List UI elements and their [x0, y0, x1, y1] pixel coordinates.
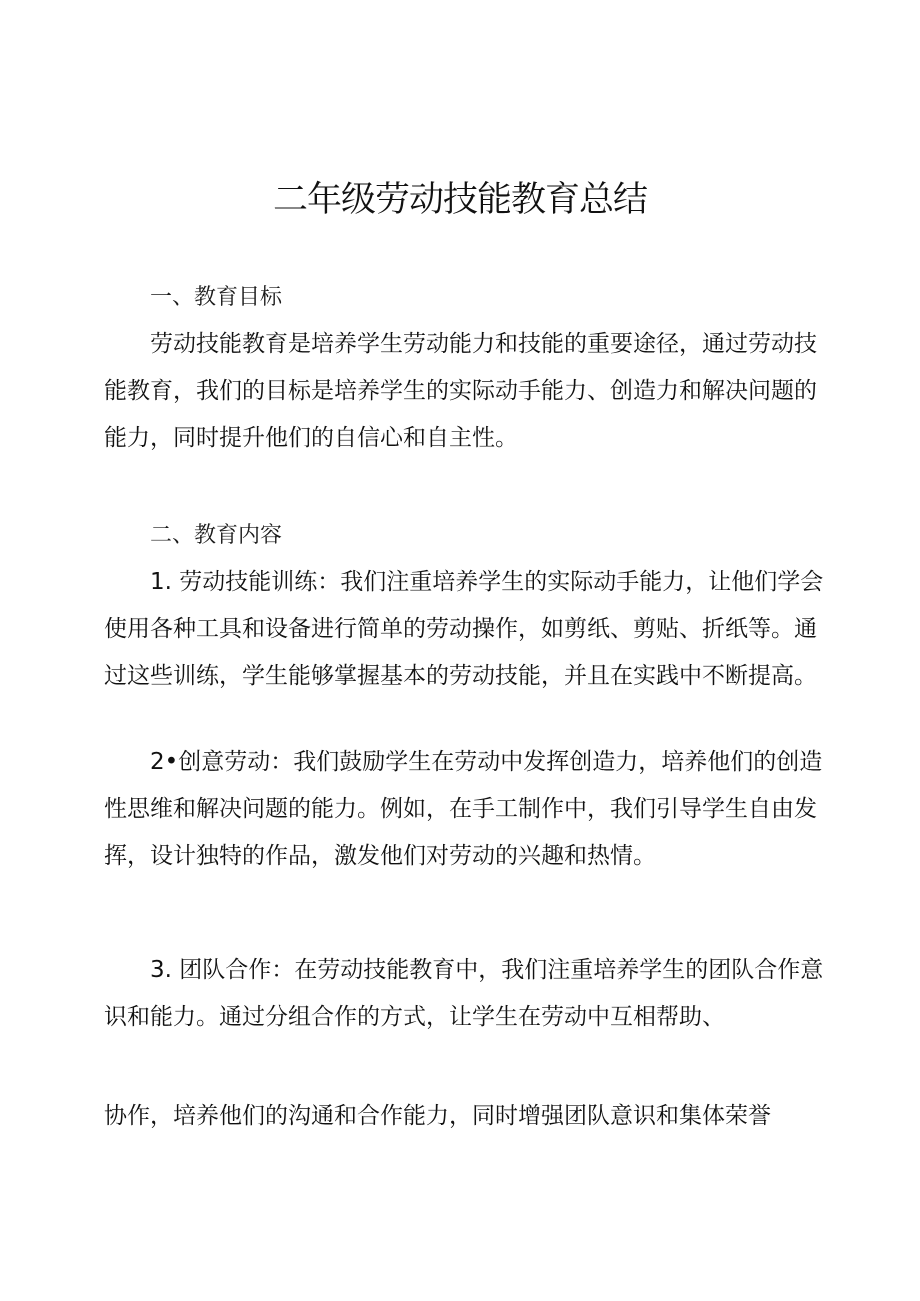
section-heading-content: 二、教育内容 — [150, 523, 283, 548]
list-item-teamwork: 3. 团队合作：在劳动技能教育中，我们注重培养学生的团队合作意识和能力。通过分组合作的方式，让学生在劳动中互相帮助、 — [104, 957, 824, 1030]
list-item-creative-labor: 2•创意劳动：我们鼓励学生在劳动中发挥创造力，培养他们的创造性思维和解决问题的能力。例如，在手工制作中，我们引导学生自由发挥，设计独特的作品，激发他们对劳动的兴趣和热情。 — [104, 749, 823, 869]
list-item-skill-training: 1. 劳动技能训练：我们注重培养学生的实际动手能力，让他们学会使用各种工具和设备进行简单的劳动操作，如剪纸、剪贴、折纸等。通过这些训练，学生能够掌握基本的劳动技能，并且在实践中不断提高。 — [104, 569, 824, 689]
section-heading-goals: 一、教育目标 — [150, 285, 283, 310]
paragraph-goals: 劳动技能教育是培养学生劳动能力和技能的重要途径，通过劳动技能教育，我们的目标是培养学生的实际动手能力、创造力和解决问题的能力，同时提升他们的自信心和自主性。 — [104, 331, 817, 451]
document-title: 二年级劳动技能教育总结 — [272, 180, 647, 220]
list-item-teamwork-continued: 协作，培养他们的沟通和合作能力，同时增强团队意识和集体荣誉 — [104, 1103, 771, 1129]
